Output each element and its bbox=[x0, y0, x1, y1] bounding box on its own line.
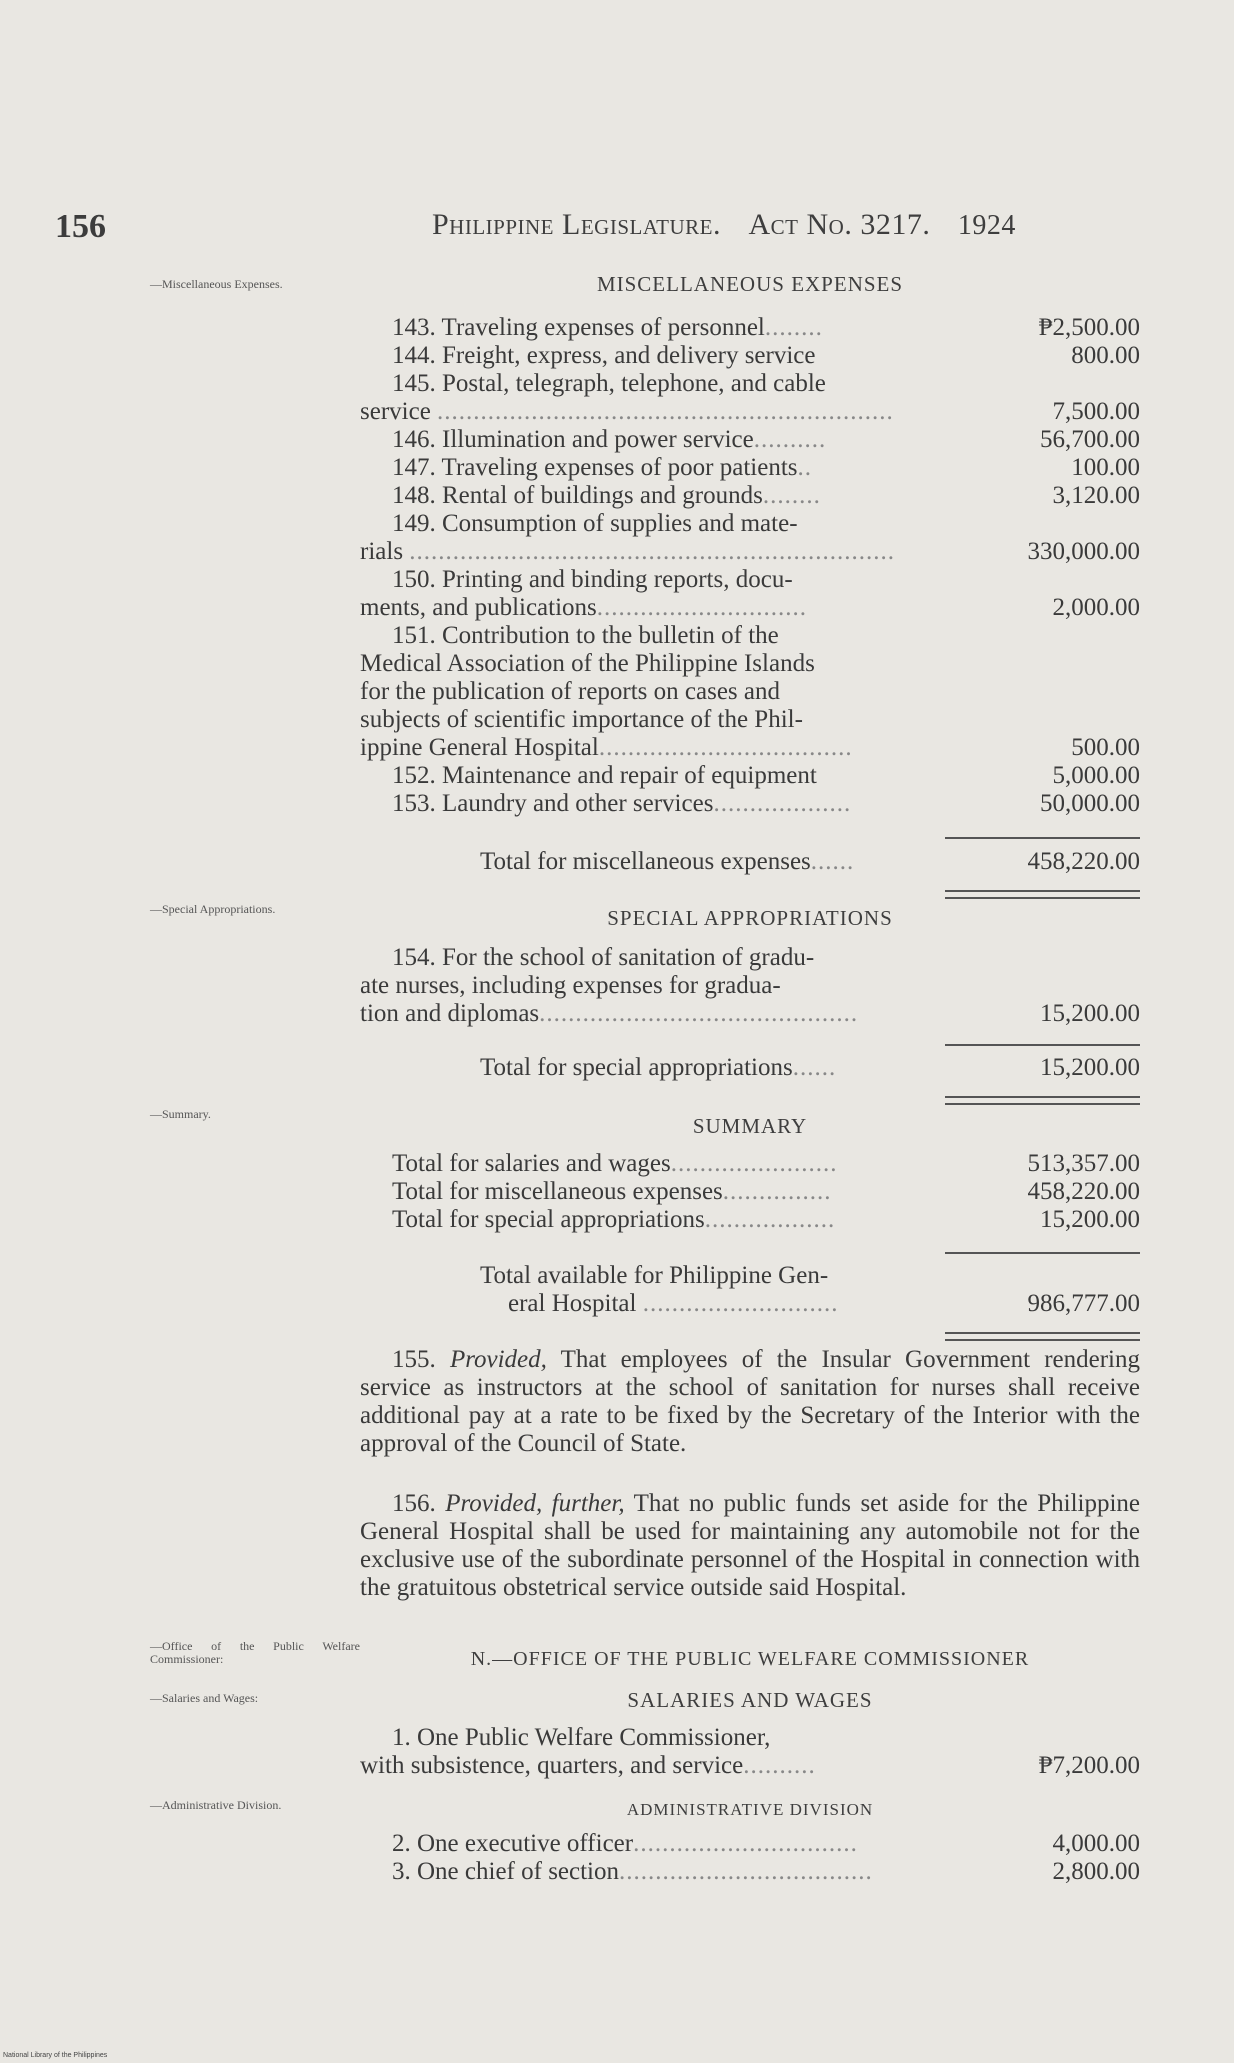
total-amount: 458,220.00 bbox=[1027, 848, 1140, 875]
admin-list bbox=[360, 1830, 1140, 1886]
welfare-heading: N.—OFFICE OF THE PUBLIC WELFARE COMMISSIONER bbox=[470, 1648, 1030, 1670]
amount: ₱2,500.00 bbox=[1038, 314, 1140, 341]
list-item: Total for miscellaneous expenses............... 458,220.00 bbox=[392, 1178, 1140, 1205]
amount: 800.00 bbox=[1071, 342, 1140, 369]
list-item: ments, and publications............................. 2,000.00 bbox=[360, 594, 1140, 621]
list-item: 151. Contribution to the bulletin of the bbox=[392, 622, 779, 649]
proviso-155: 155. Provided, That employees of the Insular Government rendering service as instructors at the school of sanitation for nurses shall receive additional pay at a rate to be fixed by the Secretary of the Interior with the approval of the Council of State. bbox=[360, 1346, 1140, 1457]
amount: 56,700.00 bbox=[1040, 426, 1140, 453]
list-item: 153. Laundry and other services................... 50,000.00 bbox=[392, 790, 1140, 817]
total-amount: 15,200.00 bbox=[1040, 1054, 1140, 1081]
list-item: rials ................................................................... 330,000.00 bbox=[360, 538, 1140, 565]
page-number: 156 bbox=[55, 208, 106, 245]
list-item: 146. Illumination and power service.......... 56,700.00 bbox=[392, 426, 1140, 453]
list-item: Total for salaries and wages....................... 513,357.00 bbox=[392, 1150, 1140, 1177]
special-total: Total for special appropriations...... 15,200.00 bbox=[480, 1054, 1140, 1081]
running-year: 1924 bbox=[957, 210, 1016, 241]
list-item: for the publication of reports on cases and bbox=[360, 678, 781, 705]
footer-credit: National Library of the Philippines bbox=[3, 2052, 108, 2059]
amount: 4,000.00 bbox=[1052, 1830, 1140, 1857]
amount: 330,000.00 bbox=[1027, 538, 1140, 565]
rule-misc-total bbox=[945, 837, 1140, 839]
amount: 500.00 bbox=[1071, 734, 1140, 761]
margin-note-summary: —Summary. bbox=[150, 1107, 211, 1121]
amount: 2,800.00 bbox=[1052, 1858, 1140, 1885]
amount: 2,000.00 bbox=[1052, 594, 1140, 621]
rule-special-total bbox=[945, 1044, 1140, 1046]
margin-note-welfare: —Office of the Public Welfare Commissioner: bbox=[150, 1639, 360, 1666]
list-item: 145. Postal, telegraph, telephone, and cable bbox=[392, 370, 826, 397]
welfare-list: 1. One Public Welfare Commissioner, with subsistence, quarters, and service.......... ₱7,200.00 bbox=[360, 1724, 1140, 1779]
list-item: service ............................................................... 7,500.00 bbox=[360, 398, 1140, 425]
list-item: 143. Traveling expenses of personnel........ ₱2,500.00 bbox=[392, 314, 1140, 341]
summary-heading: SUMMARY bbox=[692, 1114, 808, 1138]
list-item: subjects of scientific importance of the Phil- bbox=[360, 706, 803, 733]
running-header bbox=[432, 208, 1016, 242]
list-item: 2. One executive officer............................... 4,000.00 bbox=[392, 1830, 1140, 1857]
double-rule-summary bbox=[945, 1332, 1140, 1341]
list-item: 144. Freight, express, and delivery service 800.00 bbox=[392, 342, 1140, 369]
misc-list bbox=[360, 314, 1140, 818]
amount: 458,220.00 bbox=[1027, 1178, 1140, 1205]
special-list: 154. For the school of sanitation of gradu- ate nurses, including expenses for gradua- tion and diplomas............................................ 15,200.00 bbox=[360, 944, 1140, 1027]
list-item: ippine General Hospital................................... 500.00 bbox=[360, 734, 1140, 761]
list-item: 152. Maintenance and repair of equipment 5,000.00 bbox=[392, 762, 1140, 789]
welfare-subheading: SALARIES AND WAGES bbox=[627, 1688, 873, 1712]
margin-note-salaries: —Salaries and Wages: bbox=[150, 1691, 259, 1705]
margin-note-misc: —Miscellaneous Expenses. bbox=[150, 277, 283, 291]
amount: 50,000.00 bbox=[1040, 790, 1140, 817]
amount: 15,200.00 bbox=[1040, 1206, 1140, 1233]
double-rule-special bbox=[945, 1096, 1140, 1105]
rule-summary-total bbox=[945, 1252, 1140, 1254]
admin-heading: ADMINISTRATIVE DIVISION bbox=[626, 1800, 874, 1819]
amount: 7,500.00 bbox=[1052, 398, 1140, 425]
amount: ₱7,200.00 bbox=[1038, 1752, 1140, 1779]
running-title: Philippine Legislature. bbox=[432, 208, 721, 241]
margin-note-admin: —Administrative Division. bbox=[150, 1798, 282, 1812]
list-item: 3. One chief of section................................... 2,800.00 bbox=[392, 1858, 1140, 1885]
list-item: 148. Rental of buildings and grounds........ 3,120.00 bbox=[392, 482, 1140, 509]
total-label: Total for special appropriations bbox=[480, 1054, 793, 1081]
running-act: Act No. 3217. bbox=[748, 208, 931, 241]
misc-total: Total for miscellaneous expenses...... 458,220.00 bbox=[480, 848, 1140, 875]
amount: 100.00 bbox=[1071, 454, 1140, 481]
summary-total: Total available for Philippine Gen- eral Hospital ........................... 986,777.00 bbox=[480, 1262, 1140, 1317]
amount: 5,000.00 bbox=[1052, 762, 1140, 789]
amount: 513,357.00 bbox=[1027, 1150, 1140, 1177]
proviso-156: 156. Provided, further, That no public funds set aside for the Philippine General Hospital shall be used for maintaining any automobile not for the exclusive use of the subordinate personnel of the Hospital in connection with the gratuitous obstetrical service outside said Hospital. bbox=[360, 1490, 1140, 1601]
list-item: Medical Association of the Philippine Islands bbox=[360, 650, 815, 677]
list-item: Total for special appropriations.................. 15,200.00 bbox=[392, 1206, 1140, 1233]
double-rule-misc bbox=[945, 890, 1140, 899]
summary-list bbox=[360, 1150, 1140, 1234]
list-item: 149. Consumption of supplies and mate- bbox=[392, 510, 798, 537]
margin-note-special: —Special Appropriations. bbox=[150, 902, 276, 916]
total-amount: 986,777.00 bbox=[1027, 1290, 1140, 1317]
list-item: 150. Printing and binding reports, docu- bbox=[392, 566, 793, 593]
list-item: 147. Traveling expenses of poor patients.. 100.00 bbox=[392, 454, 1140, 481]
amount: 3,120.00 bbox=[1052, 482, 1140, 509]
amount: 15,200.00 bbox=[1040, 1000, 1140, 1027]
special-heading: SPECIAL APPROPRIATIONS bbox=[607, 906, 893, 930]
total-label: Total for miscellaneous expenses bbox=[480, 848, 811, 875]
misc-heading: MISCELLANEOUS EXPENSES bbox=[596, 272, 904, 296]
